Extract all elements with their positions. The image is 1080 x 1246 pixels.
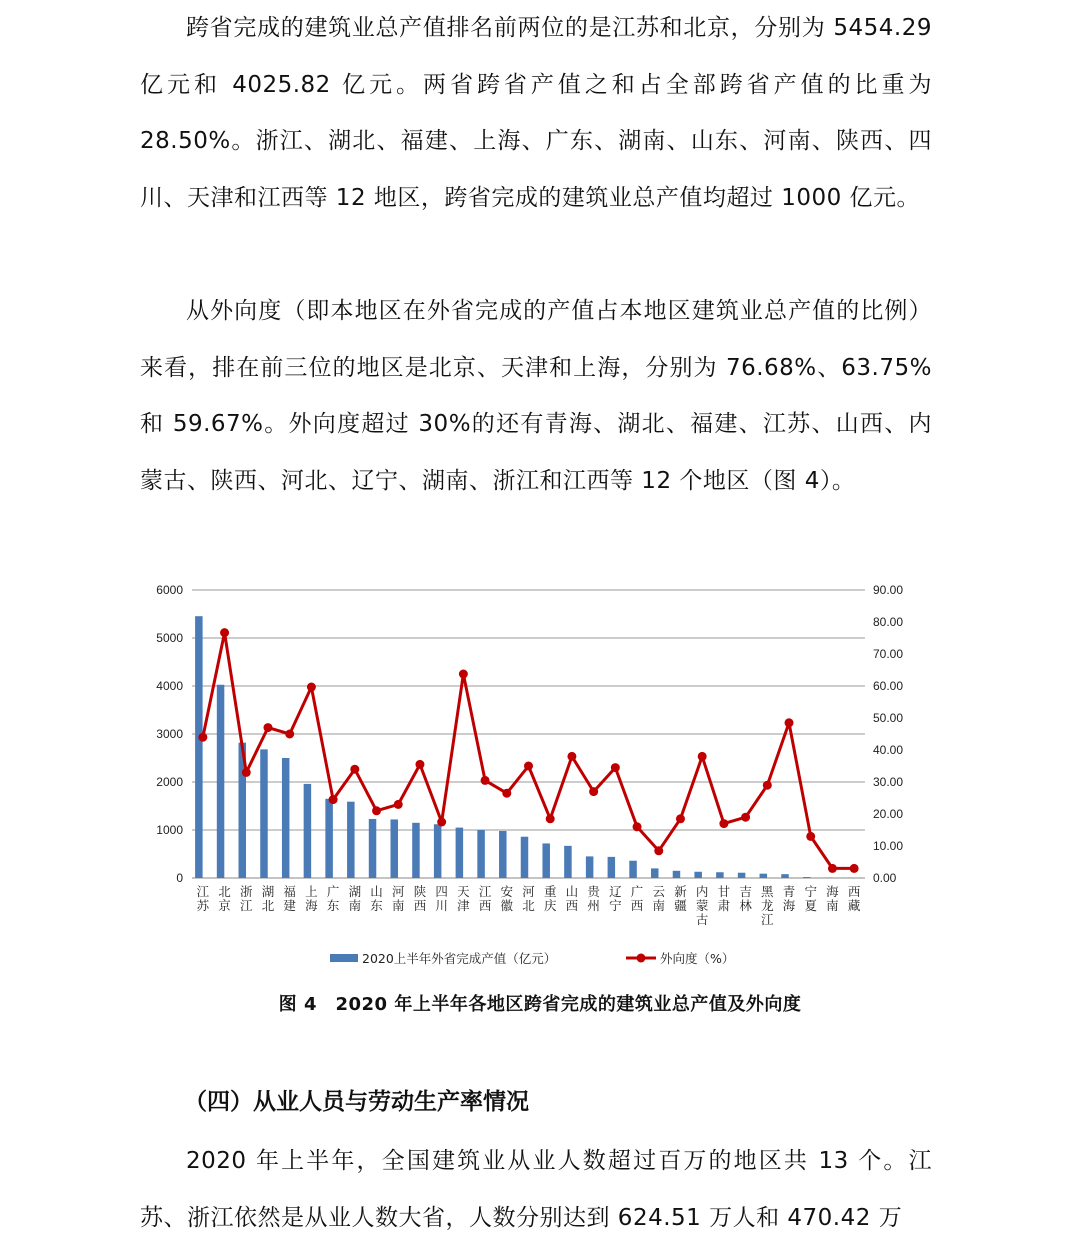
category-label: 西藏 (848, 884, 861, 913)
category-label: 湖南 (349, 884, 362, 913)
category-label: 河南 (392, 884, 405, 913)
category-label: 湖北 (262, 884, 275, 913)
category-label: 四川 (435, 884, 448, 913)
category-label: 天津 (457, 884, 470, 913)
bar (803, 877, 811, 878)
category-label: 新疆 (674, 884, 687, 913)
y-right-tick-label: 10.00 (873, 839, 903, 853)
line-series (203, 633, 854, 869)
category-label: 山西 (566, 884, 579, 913)
category-label: 宁夏 (804, 884, 817, 913)
bar (781, 874, 789, 878)
line-point (763, 781, 772, 790)
category-label: 黑龙江 (761, 884, 774, 927)
chart-svg (140, 578, 940, 978)
line-point (828, 864, 837, 873)
y-left-tick-label: 2000 (156, 775, 183, 789)
bar (456, 828, 464, 878)
line-point (307, 683, 316, 692)
line-point (633, 822, 642, 831)
category-label: 江西 (479, 884, 492, 913)
y-right-tick-label: 20.00 (873, 807, 903, 821)
bar (260, 749, 268, 878)
line-point (589, 787, 598, 796)
y-right-tick-label: 0.00 (873, 871, 897, 885)
bar (521, 837, 529, 878)
bar (195, 616, 203, 878)
bar (629, 861, 637, 878)
bar (217, 685, 225, 878)
line-point (676, 814, 685, 823)
bar (651, 868, 659, 878)
category-label: 云南 (653, 884, 666, 913)
line-point (785, 718, 794, 727)
category-label: 陕西 (414, 884, 427, 913)
paragraph-employment: 2020 年上半年，全国建筑业从业人数超过百万的地区共 13 个。江苏、浙江依然是从业人数大省，人数分别达到 624.51 万人和 470.42 万 (140, 1133, 932, 1246)
line-point (719, 819, 728, 828)
y-left-tick-label: 6000 (156, 583, 183, 597)
y-left-tick-label: 0 (176, 871, 183, 885)
figure-caption: 图 4 2020 年上半年各地区跨省完成的建筑业总产值及外向度 (0, 990, 1080, 1016)
category-label: 北京 (218, 884, 231, 913)
category-label: 广西 (631, 884, 644, 913)
line-point (546, 814, 555, 823)
line-point (394, 800, 403, 809)
paragraph-outward-degree: 从外向度（即本地区在外省完成的产值占本地区建筑业总产值的比例）来看，排在前三位的地区是北京、天津和上海，分别为 76.68%、63.75%和 59.67%。外向度超过 30%的还有青海、湖北、福建、江苏、山西、内蒙古、陕西、河北、辽宁、湖南、浙江和江西等 12 个地区（图 4）。 (140, 283, 932, 509)
bar (760, 874, 768, 878)
bar (325, 799, 333, 878)
line-point (285, 730, 294, 739)
category-label: 吉林 (739, 884, 752, 913)
line-point (350, 765, 359, 774)
bar (586, 856, 594, 878)
bar (694, 872, 702, 878)
bar (434, 824, 442, 878)
category-label: 安徽 (501, 884, 514, 913)
bar (716, 872, 724, 878)
bar (608, 857, 616, 878)
category-label: 贵州 (587, 884, 601, 913)
bar (282, 758, 290, 878)
bar (412, 823, 420, 878)
category-label: 重庆 (544, 884, 557, 913)
y-left-tick-label: 1000 (156, 823, 183, 837)
line-point (850, 864, 859, 873)
line-point (502, 789, 511, 798)
legend-line-label: 外向度（%） (660, 951, 734, 966)
category-label: 甘肃 (718, 884, 731, 913)
legend-bar-label: 2020上半年外省完成产值（亿元） (362, 951, 556, 966)
category-label: 广东 (327, 884, 340, 913)
bar (390, 819, 398, 878)
line-point (263, 723, 272, 732)
bar (369, 819, 377, 878)
line-point (611, 763, 620, 772)
category-label: 福建 (283, 884, 296, 913)
category-label: 辽宁 (609, 884, 622, 913)
line-point (415, 760, 424, 769)
line-point (372, 806, 381, 815)
line-point (242, 768, 251, 777)
y-left-tick-label: 4000 (156, 679, 183, 693)
legend-bar-swatch (330, 954, 358, 962)
line-point (198, 733, 207, 742)
legend-line-marker (637, 954, 646, 963)
line-point (524, 762, 533, 771)
category-label: 海南 (826, 884, 839, 913)
paragraph-intro: 跨省完成的建筑业总产值排名前两位的是江苏和北京，分别为 5454.29 亿元和 4025.82 亿元。两省跨省产值之和占全部跨省产值的比重为 28.50%。浙江、湖北、福建、上海、广东、湖南、山东、河南、陕西、四川、天津和江西等 12 地区，跨省完成的建筑业总产值均超过 1000 亿元。 (140, 0, 932, 226)
figure-4-chart (140, 578, 940, 978)
line-point (459, 670, 468, 679)
line-point (654, 846, 663, 855)
y-right-tick-label: 40.00 (873, 743, 903, 757)
line-point (437, 818, 446, 827)
y-left-tick-label: 3000 (156, 727, 183, 741)
bar (564, 846, 572, 878)
bar (738, 873, 746, 878)
y-right-tick-label: 80.00 (873, 615, 903, 629)
line-point (220, 628, 229, 637)
line-point (741, 813, 750, 822)
category-label: 青海 (783, 884, 796, 913)
y-left-tick-label: 5000 (156, 631, 183, 645)
line-point (567, 752, 576, 761)
category-label: 江苏 (197, 884, 210, 913)
y-right-tick-label: 70.00 (873, 647, 903, 661)
category-label: 山东 (370, 884, 383, 913)
bar (304, 784, 312, 878)
line-point (329, 795, 338, 804)
line-point (481, 776, 490, 785)
category-label: 河北 (522, 884, 535, 913)
line-point (698, 752, 707, 761)
category-label: 浙江 (240, 884, 253, 913)
category-label: 内蒙古 (696, 884, 709, 927)
section-heading: （四）从业人员与劳动生产率情况 (184, 1083, 529, 1116)
y-right-tick-label: 30.00 (873, 775, 903, 789)
y-right-tick-label: 90.00 (873, 583, 903, 597)
bar (347, 802, 355, 878)
bar (477, 830, 485, 878)
bar (499, 831, 507, 878)
bar (673, 871, 681, 878)
y-right-tick-label: 50.00 (873, 711, 903, 725)
bar (542, 843, 550, 878)
category-label: 上海 (305, 884, 318, 913)
y-right-tick-label: 60.00 (873, 679, 903, 693)
line-point (806, 832, 815, 841)
